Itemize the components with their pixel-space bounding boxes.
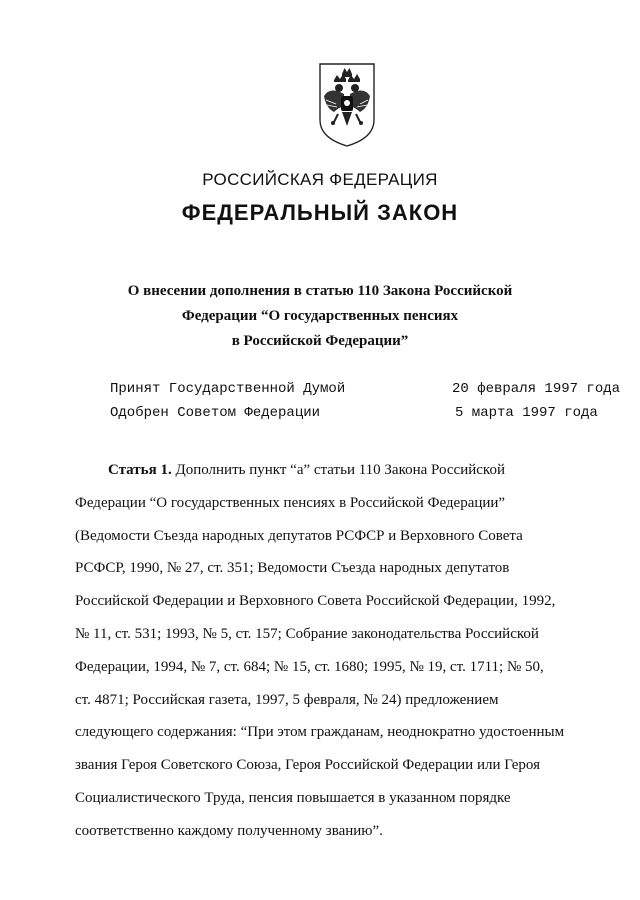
document-type: ФЕДЕРАЛЬНЫЙ ЗАКОН [181, 200, 459, 225]
article-line: РСФСР, 1990, № 27, ст. 351; Ведомости Съезда народных депутатов [75, 560, 510, 577]
article-line: Федерации, 1994, № 7, ст. 684; № 15, ст. 1680; 1995, № 19, ст. 1711; № 50, [75, 658, 544, 675]
article-line: звания Героя Советского Союза, Героя Российской Федерации или Героя [75, 757, 541, 774]
article-line: соответственно каждому полученному званию”. [75, 822, 383, 839]
article-line: следующего содержания: “При этом гражданам, неоднократно удостоенным [75, 724, 565, 741]
article-line: Российской Федерации и Верховного Совета Российской Федерации, 1992, [75, 593, 556, 610]
article-1 [75, 454, 597, 848]
country-name: РОССИЙСКАЯ ФЕДЕРАЦИЯ [202, 170, 438, 189]
duma-adoption-label: Принят Государственной Думой [110, 381, 346, 397]
duma-adoption-date: 20 февраля 1997 года [452, 381, 621, 397]
article-line: Социалистического Труда, пенсия повышается в указанном порядке [75, 789, 511, 806]
article-line: ст. 4871; Российская газета, 1997, 5 февраля, № 24) предложением [75, 691, 499, 708]
law-title-line: в Российской Федерации” [231, 333, 409, 349]
law-title-line: Федерации “О государственных пенсиях [181, 308, 459, 324]
law-title [0, 279, 640, 354]
article-line: № 11, ст. 531; 1993, № 5, ст. 157; Собрание законодательства Российской [75, 625, 539, 642]
article-heading: Статья 1. [108, 462, 172, 478]
russian-coat-of-arms-icon [316, 60, 378, 150]
article-line: (Ведомости Съезда народных депутатов РСФСР и Верховного Совета [75, 527, 523, 544]
article-line: Федерации “О государственных пенсиях в Российской Федерации” [75, 494, 506, 511]
council-approval-date: 5 марта 1997 года [455, 405, 598, 421]
law-title-line: О внесении дополнения в статью 110 Закона Российской [127, 283, 513, 299]
council-approval-label: Одобрен Советом Федерации [110, 405, 321, 421]
article-text: Дополнить пункт “а” статьи 110 Закона Российской [175, 462, 505, 478]
article-line [75, 454, 597, 487]
